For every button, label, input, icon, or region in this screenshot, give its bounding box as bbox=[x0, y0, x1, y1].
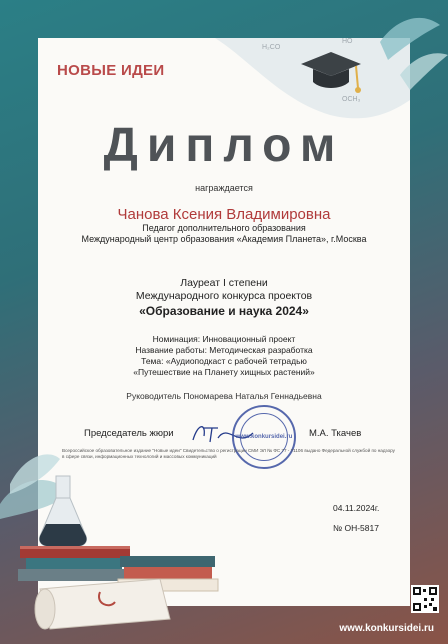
nomination: Номинация: Инновационный проект bbox=[152, 334, 296, 344]
award-level: Лауреат I степени bbox=[180, 277, 268, 289]
contest-name: «Образование и наука 2024» bbox=[139, 304, 309, 318]
legal-text: Всероссийское образовательное издание "Новые идеи" Свидетельство о регистрации СМИ ЭЛ № ФС 77 - 71106 выдано Федеральной службой по надзору в сфере связи, информационных технологий и массовых коммуникаций bbox=[62, 448, 395, 459]
brand-logo-text: НОВЫЕ ИДЕИ bbox=[57, 62, 165, 79]
work-title: Название работы: Методическая разработка bbox=[135, 345, 313, 355]
decor-formula-och3: OCH₃ bbox=[342, 96, 361, 103]
contest-label: Международного конкурса проектов bbox=[135, 290, 313, 302]
stamp bbox=[232, 405, 296, 469]
recipient-position: Педагог дополнительного образования bbox=[142, 223, 306, 233]
issue-date: 04.11.2024г. bbox=[333, 503, 380, 513]
chair-name: М.А. Ткачев bbox=[309, 428, 362, 439]
decor-formula-h2co: H₂CO bbox=[262, 44, 281, 51]
topic-continued: «Путешествие на Планету хищных растений» bbox=[133, 367, 315, 377]
decor-bottom-left bbox=[0, 444, 230, 644]
chair-label: Председатель жюри bbox=[84, 428, 174, 439]
awarded-label: награждается bbox=[195, 183, 253, 193]
stamp-text: www.konkursidei.ru bbox=[235, 434, 293, 440]
diploma-number: № ОН-5817 bbox=[333, 523, 379, 533]
topic: Тема: «Аудиоподкаст с рабочей тетрадью bbox=[141, 356, 307, 366]
website-link[interactable]: www.konkursidei.ru bbox=[339, 623, 434, 634]
qr-code bbox=[411, 585, 439, 613]
recipient-organization: Международный центр образования «Академия Планета», г.Москва bbox=[81, 234, 367, 244]
recipient-name: Чанова Ксения Владимировна bbox=[117, 206, 331, 223]
supervisor: Руководитель Пономарева Наталья Геннадьевна bbox=[126, 391, 322, 401]
decor-formula-ho: HO bbox=[342, 38, 353, 45]
diploma-title: Диплом bbox=[103, 119, 345, 172]
